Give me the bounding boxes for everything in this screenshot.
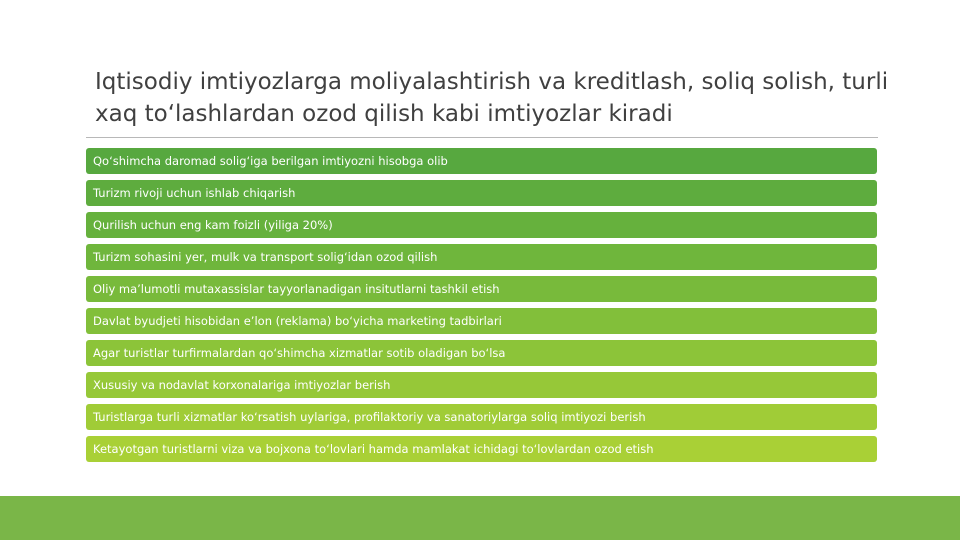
slide-title: Iqtisodiy imtiyozlarga moliyalashtirish va kreditlash, soliq solish, turli xaq to‘lashlardan ozod qilish kabi imtiyozlar kiradi [95, 69, 889, 127]
list-item [86, 212, 877, 238]
list-item [86, 244, 877, 270]
list-item [86, 276, 877, 302]
list-item [86, 372, 877, 398]
list-item-text: Qurilish uchun eng kam foizli (yiliga 20%) [93, 218, 333, 232]
list-item-text: Davlat byudjeti hisobidan e’lon (reklama) bo‘yicha marketing tadbirlari [93, 314, 502, 328]
bullet-list [86, 148, 877, 468]
list-item [86, 148, 877, 174]
list-item-text: Turistlarga turli xizmatlar ko‘rsatish uylariga, profilaktoriy va sanatoriylarga soliq imtiyozi berish [93, 410, 646, 424]
list-item [86, 180, 877, 206]
title-divider [86, 137, 878, 138]
list-item [86, 340, 877, 366]
list-item [86, 404, 877, 430]
list-item [86, 308, 877, 334]
list-item-text: Turizm sohasini yer, mulk va transport solig‘idan ozod qilish [93, 250, 438, 264]
list-item-text: Turizm rivoji uchun ishlab chiqarish [93, 186, 296, 200]
list-item [86, 436, 877, 462]
list-item-text: Ketayotgan turistlarni viza va bojxona to‘lovlari hamda mamlakat ichidagi to‘lovlardan ozod etish [93, 442, 654, 456]
list-item-text: Oliy ma’lumotli mutaxassislar tayyorlanadigan insitutlarni tashkil etish [93, 282, 500, 296]
list-item-text: Xususiy va nodavlat korxonalariga imtiyozlar berish [93, 378, 391, 392]
list-item-text: Qo‘shimcha daromad solig‘iga berilgan imtiyozni hisobga olib [93, 154, 448, 168]
footer-bar [0, 496, 960, 540]
list-item-text: Agar turistlar turfirmalardan qo‘shimcha xizmatlar sotib oladigan bo‘lsa [93, 346, 506, 360]
